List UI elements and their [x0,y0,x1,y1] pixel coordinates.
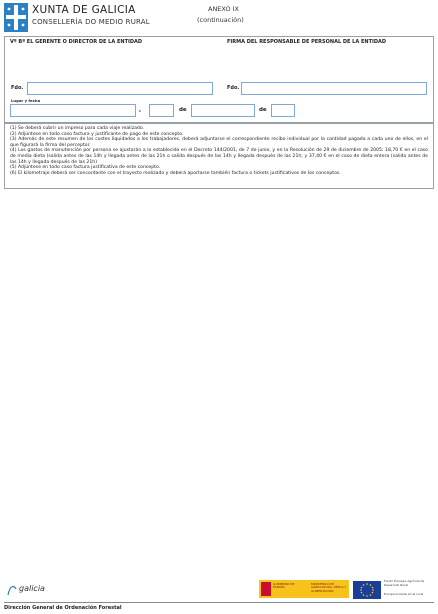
spain-coat-of-arms-icon [261,582,271,596]
month-year-separator: de [259,107,267,113]
day-field[interactable] [149,104,174,117]
gob-text-2: MINISTERIO DE AGRICULTURA, PESCA Y ALIMENTACIÓN [311,582,347,593]
anexo-subtitle: (continuación) [197,16,244,24]
org-title: XUNTA DE GALICIA [32,4,136,16]
year-field[interactable] [271,104,295,117]
place-separator: , [139,107,142,113]
fdo-left-label: Fdo. [11,85,24,91]
month-field[interactable] [191,104,255,117]
note-2: (2) Adjúntese en todo caso factura y justificante de pago de este concepto. [10,131,184,137]
department-name: Dirección General de Ordenación Forestal [4,605,122,611]
fdo-left-field[interactable] [27,82,213,95]
place-field[interactable] [10,104,136,117]
fdo-right-label: Fdo. [227,85,240,91]
galicia-logo [6,582,50,596]
document-header [4,3,434,35]
galicia-mark-icon [6,583,18,597]
spanish-government-logo [259,580,349,598]
feader-text: Fondo Europeo Agrícola de Desarrollo Rural [384,579,425,587]
day-month-separator: de [179,107,187,113]
personnel-signature-title: FIRMA DEL RESPONSABLE DE PERSONAL DE LA ENTIDAD [227,39,387,45]
place-date-label: Lugar y fecha [11,98,41,103]
signature-section [4,36,434,123]
notes-section [4,123,434,189]
note-6: (6) El kilometraje deberá ser concordante con el trayecto realizado y deberá aportarse también factura o tickets justificativos de los conceptos. [10,170,341,176]
note-3: (3) Además de este resumen de los costes liquidados a los trabajadores, deberá adjuntarse el correspondiente recibo individual por la cantidad pagada a cada uno de ellos, en el que figurará la firma del perceptor. [10,137,428,148]
xunta-shield-icon [4,3,28,32]
document-footer [4,576,434,602]
manager-approval-title: Vº Bº EL GERENTE O DIRECTOR DE LA ENTIDAD [10,39,143,45]
footer-divider [4,602,434,603]
galicia-wordmark: galicia [19,584,45,593]
eu-flag-icon [353,581,381,599]
gob-text-1: GOBIERNO DE ESPAÑA [273,582,295,590]
note-5: (5) Adjúntese en todo caso factura justificativa de este concepto. [10,165,161,171]
anexo-title: ANEXO IX [208,5,240,13]
org-subtitle: CONSELLERÍA DO MEDIO RURAL [32,18,150,26]
note-1: (1) Se deberá cubrir un impreso para cada viaje realizado. [10,126,145,131]
eu-slogan: Europa invierte en el rural [384,592,424,596]
note-4: (4) Los gastos de manutención por persona se ajustarán a lo establecido en el Decreto 144/2001, de 7 de junio, y en la Resolución de 29 de diciembre de 2005: 18,70 € en el caso de media dieta (salida antes de las 14h y llegada antes de las 21h o salida después de las 14h y llegada después de las 21h; y 37,40 € en el caso de dieta entera (salida antes de las 14h y llegada después de las 21h) [10,148,428,165]
fdo-right-field[interactable] [241,82,427,95]
